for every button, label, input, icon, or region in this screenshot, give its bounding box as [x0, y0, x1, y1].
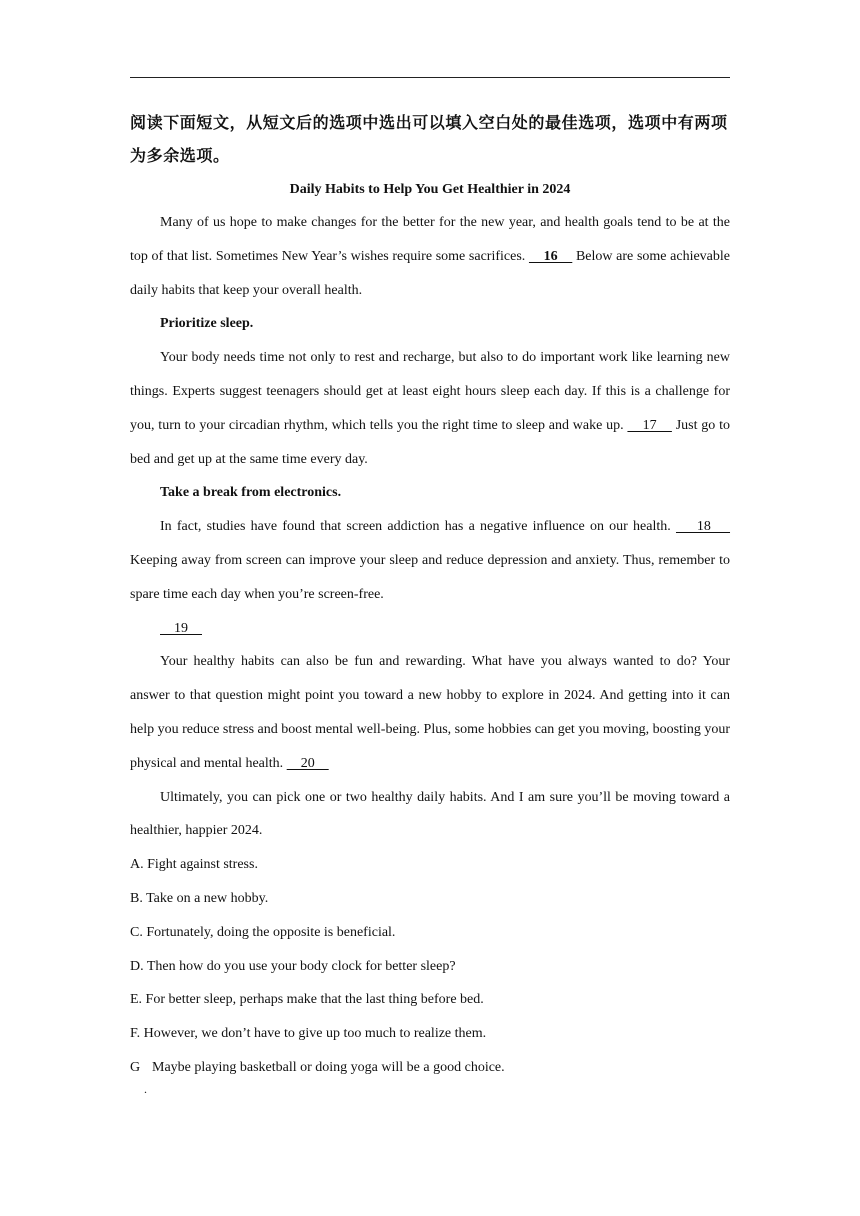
- instructions: 阅读下面短文，从短文后的选项中选出可以填入空白处的最佳选项，选项中有两项为多余选项。: [130, 113, 728, 165]
- heading-prioritize-sleep: Prioritize sleep.: [160, 316, 254, 332]
- option-f: F. However, we don’t have to give up too much to realize them.: [130, 1026, 487, 1042]
- option-g-dot: .: [144, 1081, 147, 1096]
- option-g-letter: G: [130, 1059, 141, 1075]
- option-e: E. For better sleep, perhaps make that the last thing before bed.: [130, 992, 484, 1008]
- blank-18: 18: [675, 519, 731, 535]
- paragraph-2: [130, 341, 730, 476]
- passage-title: Daily Habits to Help You Get Healthier in 2024: [289, 182, 571, 197]
- paragraph-3-text-after: Keeping away from screen can improve your sleep and reduce depression and anxiety. Thus, remember to spare time each day when you’re screen-free.: [130, 552, 730, 602]
- heading-take-a-break: Take a break from electronics.: [160, 485, 342, 501]
- paragraph-4: [130, 645, 730, 780]
- paragraph-3-text-before: In fact, studies have found that screen addiction has a negative influence on our health.: [160, 519, 676, 535]
- top-rule: [130, 77, 730, 78]
- blank-19: 19: [160, 620, 202, 636]
- passage-body: [130, 206, 731, 1096]
- option-b: B. Take on a new hobby.: [130, 890, 269, 906]
- paragraph-1-text-after: Below are some achievable daily habits that keep your overall health.: [130, 248, 731, 298]
- option-g-letter-wrap: [130, 1051, 152, 1096]
- option-c: C. Fortunately, doing the opposite is beneficial.: [130, 924, 396, 940]
- paragraph-2-text-before: Your body needs time not only to rest and recharge, but also to do important work like learning new things. Experts suggest teenagers should get at least eight hours sleep each day. If this is a challenge for you, turn to your circadian rhythm, which tells you the right time to sleep and wake up.: [130, 350, 730, 433]
- paragraph-4-text-before: Your healthy habits can also be fun and rewarding. What have you always wanted to do? Your answer to that question might point you toward a new hobby to explore in 2024. And getting into it can help you reduce stress and boost mental well-being. Plus, some hobbies can get you moving, boosting your physical and mental health.: [130, 654, 730, 771]
- blank-17: 17: [627, 417, 672, 433]
- paragraph-1: [130, 206, 730, 307]
- option-d: D. Then how do you use your body clock for better sleep?: [130, 958, 456, 974]
- option-g-text: Maybe playing basketball or doing yoga will be a good choice.: [152, 1059, 505, 1075]
- heading-blank-19: [130, 612, 730, 646]
- paragraph-2-text-after: Just go to bed and get up at the same time every day.: [130, 417, 730, 467]
- option-a: A. Fight against stress.: [130, 857, 258, 873]
- paragraph-1-text-before: Many of us hope to make changes for the better for the new year, and health goals tend to be at the top of that list. Sometimes New Year’s wishes require some sacrifices.: [130, 215, 730, 264]
- blank-20: 20: [286, 755, 329, 771]
- paragraph-3: [130, 510, 730, 611]
- blank-16: 16: [528, 248, 573, 264]
- option-g: [130, 1051, 730, 1096]
- paragraph-5: Ultimately, you can pick one or two healthy daily habits. And I am sure you’ll be moving toward a healthier, happier 2024.: [130, 789, 730, 839]
